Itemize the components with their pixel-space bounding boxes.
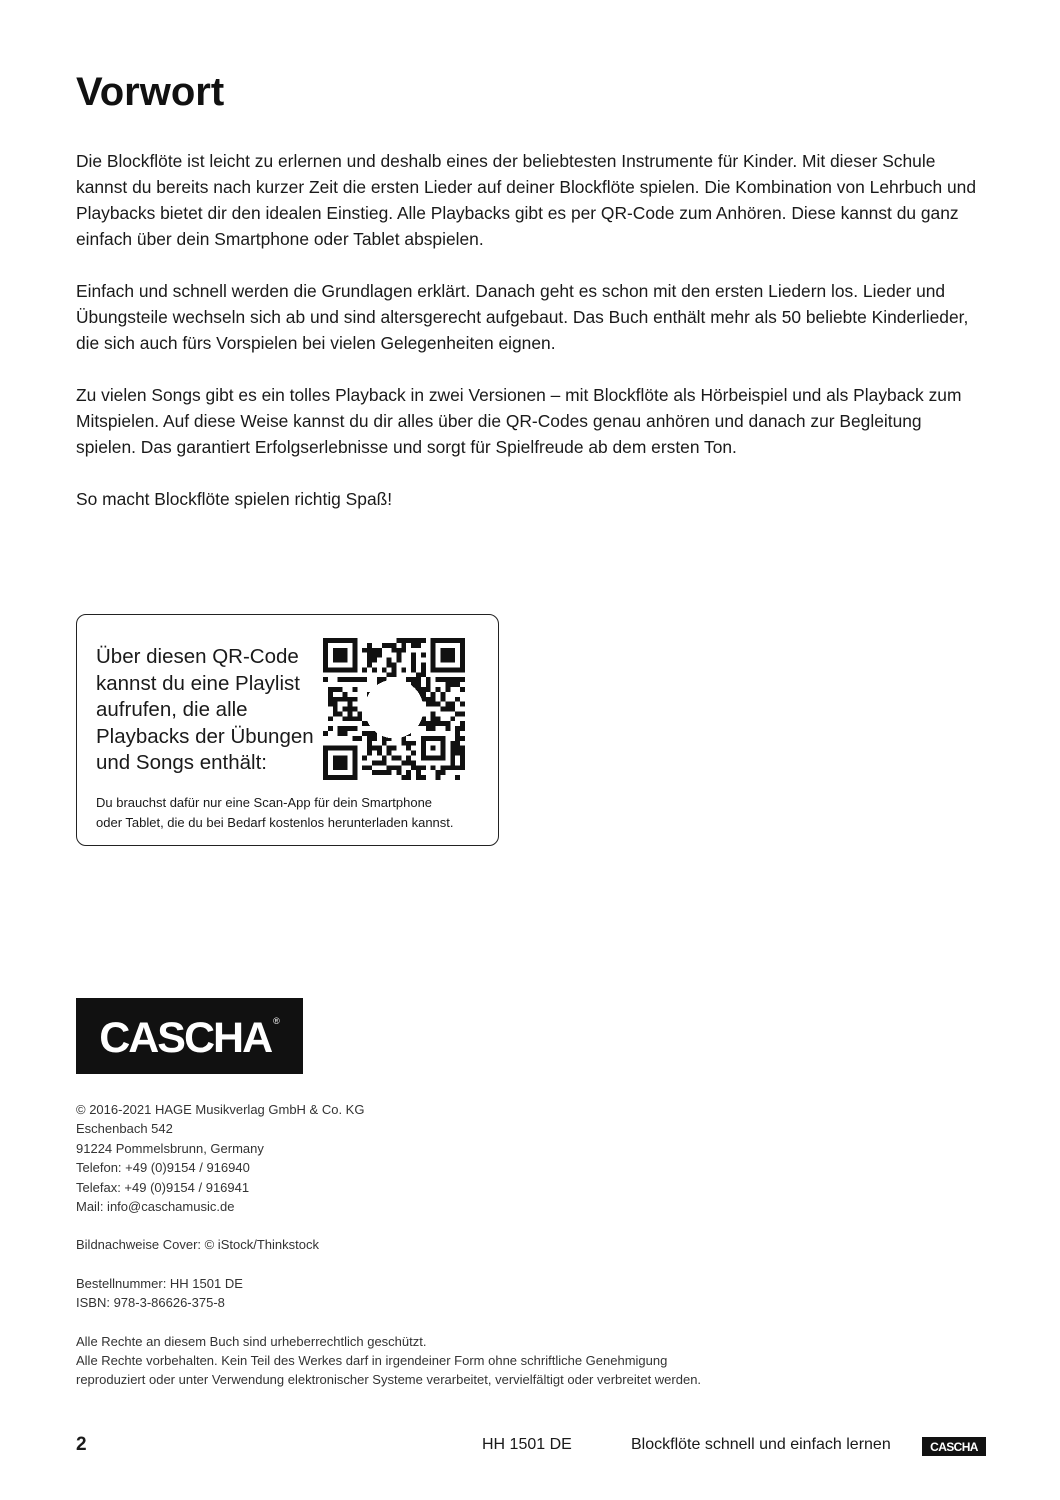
qr-module bbox=[431, 726, 436, 731]
qr-module bbox=[436, 677, 441, 682]
qr-module bbox=[441, 697, 446, 702]
logo-wordmark: CASCHA bbox=[99, 1013, 272, 1062]
qr-module bbox=[436, 721, 441, 726]
qr-module bbox=[328, 716, 333, 721]
qr-module bbox=[416, 770, 421, 775]
qr-module bbox=[445, 687, 450, 692]
order-code: HH 1501 DE bbox=[482, 1436, 572, 1453]
qr-module bbox=[406, 746, 411, 751]
qr-module bbox=[387, 765, 392, 770]
qr-line: kannst du eine Playlist bbox=[96, 671, 300, 695]
qr-module bbox=[367, 662, 372, 667]
qr-module bbox=[372, 648, 377, 653]
qr-module bbox=[426, 687, 431, 692]
qr-module bbox=[347, 716, 352, 721]
qr-module bbox=[367, 765, 372, 770]
qr-module bbox=[436, 716, 441, 721]
qr-module bbox=[450, 702, 455, 707]
qr-module bbox=[455, 741, 460, 746]
qr-module bbox=[450, 760, 455, 765]
qr-module bbox=[450, 682, 455, 687]
qr-module bbox=[396, 765, 401, 770]
qr-module bbox=[347, 702, 352, 707]
qr-module bbox=[362, 756, 367, 761]
qr-module bbox=[392, 667, 397, 672]
imprint-line: Alle Rechte an diesem Buch sind urheberrechtlich geschützt. bbox=[76, 1333, 427, 1349]
qr-module bbox=[455, 711, 460, 716]
qr-module bbox=[328, 697, 333, 702]
qr-module bbox=[406, 770, 411, 775]
qr-module bbox=[367, 741, 372, 746]
qr-module bbox=[416, 775, 421, 780]
qr-module bbox=[362, 648, 367, 653]
qr-module bbox=[372, 667, 377, 672]
qr-module bbox=[436, 770, 441, 775]
qr-module bbox=[357, 716, 362, 721]
qr-module bbox=[445, 682, 450, 687]
qr-line: aufrufen, die alle bbox=[96, 698, 248, 721]
qr-module bbox=[401, 638, 406, 643]
qr-module bbox=[406, 756, 411, 761]
image-credits bbox=[76, 1235, 776, 1254]
qr-module bbox=[411, 760, 416, 765]
qr-module bbox=[426, 682, 431, 687]
qr-module bbox=[406, 638, 411, 643]
qr-module bbox=[416, 682, 421, 687]
qr-module bbox=[352, 697, 357, 702]
qr-module bbox=[401, 643, 406, 648]
qr-module bbox=[372, 760, 377, 765]
qr-note bbox=[96, 793, 496, 833]
rights-notice bbox=[76, 1332, 776, 1390]
qr-module bbox=[431, 721, 436, 726]
qr-module bbox=[401, 648, 406, 653]
qr-module bbox=[455, 677, 460, 682]
qr-module bbox=[396, 638, 401, 643]
qr-module bbox=[406, 677, 411, 682]
qr-module bbox=[377, 770, 382, 775]
qr-module bbox=[392, 756, 397, 761]
qr-module bbox=[367, 746, 372, 751]
qr-module bbox=[333, 711, 338, 716]
qr-module bbox=[352, 726, 357, 731]
qr-module bbox=[357, 677, 362, 682]
imprint-line: ISBN: 978-3-86626-375-8 bbox=[76, 1295, 225, 1311]
qr-module bbox=[426, 677, 431, 682]
paragraph: Zu vielen Songs gibt es ein tolles Playback in zwei Versionen – mit Blockflöte als Hörbeispiel und als Playback zum Mitspielen. Auf diese Weise kannst du dir alles über die QR-Codes genau anhören und danach zur Begleitung spielen. Das garantiert Erfolgserlebnisse und sorgt für Spielfreude ab dem ersten Ton. bbox=[76, 385, 962, 457]
imprint-line: Bestellnummer: HH 1501 DE bbox=[76, 1275, 243, 1291]
qr-module bbox=[347, 726, 352, 731]
qr-module bbox=[431, 716, 436, 721]
qr-module bbox=[377, 648, 382, 653]
qr-module bbox=[396, 648, 401, 653]
qr-module bbox=[343, 692, 348, 697]
qr-line: Über diesen QR-Code bbox=[96, 645, 299, 668]
qr-line: und Songs enthält: bbox=[96, 751, 267, 774]
qr-module bbox=[387, 751, 392, 756]
qr-module bbox=[338, 726, 343, 731]
qr-module bbox=[411, 662, 416, 667]
qr-module bbox=[328, 687, 333, 692]
qr-module bbox=[455, 731, 460, 736]
qr-module bbox=[421, 765, 426, 770]
qr-module bbox=[416, 672, 421, 677]
qr-module bbox=[362, 721, 367, 726]
qr-module bbox=[372, 746, 377, 751]
qr-module bbox=[441, 707, 446, 712]
qr-module bbox=[382, 760, 387, 765]
qr-module bbox=[338, 731, 343, 736]
imprint-line: Eschenbach 542 bbox=[76, 1121, 173, 1137]
qr-module bbox=[401, 667, 406, 672]
imprint-line: Mail: info@caschamusic.de bbox=[76, 1199, 235, 1215]
qr-note-line: Du brauchst dafür nur eine Scan-App für dein Smartphone bbox=[96, 795, 433, 810]
qr-module bbox=[411, 638, 416, 643]
qr-module bbox=[392, 643, 397, 648]
qr-module bbox=[421, 662, 426, 667]
registered-mark: ® bbox=[273, 1016, 280, 1026]
qr-module bbox=[352, 677, 357, 682]
qr-module bbox=[357, 711, 362, 716]
qr-module bbox=[450, 707, 455, 712]
qr-module bbox=[411, 653, 416, 658]
qr-module bbox=[387, 662, 392, 667]
qr-module bbox=[401, 741, 406, 746]
qr-module bbox=[450, 756, 455, 761]
qr-module bbox=[421, 721, 426, 726]
qr-module bbox=[460, 756, 465, 761]
qr-module bbox=[323, 677, 328, 682]
qr-module bbox=[455, 726, 460, 731]
qr-module bbox=[406, 741, 411, 746]
qr-module bbox=[387, 643, 392, 648]
qr-module bbox=[455, 775, 460, 780]
qr-module bbox=[441, 770, 446, 775]
qr-module bbox=[450, 716, 455, 721]
qr-module bbox=[387, 672, 392, 677]
qr-module bbox=[460, 721, 465, 726]
qr-module bbox=[416, 677, 421, 682]
qr-module bbox=[328, 726, 333, 731]
qr-module bbox=[347, 711, 352, 716]
qr-module bbox=[343, 726, 348, 731]
qr-module bbox=[333, 707, 338, 712]
qr-module bbox=[387, 770, 392, 775]
qr-module bbox=[392, 648, 397, 653]
qr-module bbox=[377, 760, 382, 765]
qr-module bbox=[421, 687, 426, 692]
qr-line: Playbacks der Übungen bbox=[96, 724, 314, 748]
qr-module bbox=[421, 638, 426, 643]
qr-module bbox=[421, 667, 426, 672]
qr-module bbox=[372, 736, 377, 741]
qr-module bbox=[450, 765, 455, 770]
qr-module bbox=[372, 770, 377, 775]
qr-module bbox=[382, 667, 387, 672]
imprint-line: 91224 Pommelsbrunn, Germany bbox=[76, 1140, 264, 1156]
qr-module bbox=[392, 765, 397, 770]
qr-module bbox=[421, 653, 426, 658]
qr-module bbox=[352, 687, 357, 692]
book-title: Blockflöte schnell und einfach lernen bbox=[631, 1436, 891, 1453]
qr-module bbox=[382, 770, 387, 775]
qr-module bbox=[367, 731, 372, 736]
qr-module bbox=[460, 702, 465, 707]
qr-module bbox=[372, 658, 377, 663]
qr-module bbox=[460, 726, 465, 731]
qr-module bbox=[445, 707, 450, 712]
qr-module bbox=[445, 702, 450, 707]
qr-module bbox=[338, 677, 343, 682]
qr-module bbox=[460, 765, 465, 770]
qr-module bbox=[352, 736, 357, 741]
qr-module bbox=[392, 672, 397, 677]
qr-module bbox=[377, 653, 382, 658]
qr-module bbox=[450, 741, 455, 746]
qr-module bbox=[396, 770, 401, 775]
page-title: Vorwort bbox=[76, 70, 225, 114]
qr-module bbox=[343, 731, 348, 736]
publisher-address bbox=[76, 1100, 776, 1216]
paragraph: So macht Blockflöte spielen richtig Spaß! bbox=[76, 489, 393, 509]
qr-module bbox=[357, 736, 362, 741]
qr-module bbox=[352, 716, 357, 721]
qr-module bbox=[362, 677, 367, 682]
imprint-line: Telefax: +49 (0)9154 / 916941 bbox=[76, 1179, 250, 1195]
qr-module bbox=[387, 658, 392, 663]
qr-module bbox=[362, 731, 367, 736]
imprint-line: Telefon: +49 (0)9154 / 916940 bbox=[76, 1160, 250, 1176]
qr-module bbox=[450, 751, 455, 756]
page-number: 2 bbox=[76, 1434, 87, 1455]
qr-module bbox=[445, 721, 450, 726]
qr-module bbox=[445, 677, 450, 682]
qr-module bbox=[460, 760, 465, 765]
qr-module bbox=[445, 726, 450, 731]
qr-module bbox=[362, 765, 367, 770]
order-info bbox=[76, 1274, 776, 1313]
qr-module bbox=[367, 643, 372, 648]
qr-module bbox=[426, 702, 431, 707]
qr-module bbox=[431, 702, 436, 707]
qr-module bbox=[416, 765, 421, 770]
qr-description bbox=[96, 644, 316, 777]
qr-module bbox=[455, 746, 460, 751]
qr-module bbox=[347, 697, 352, 702]
qr-module bbox=[367, 648, 372, 653]
qr-module bbox=[338, 711, 343, 716]
qr-module bbox=[328, 702, 333, 707]
qr-module bbox=[382, 643, 387, 648]
qr-module bbox=[450, 677, 455, 682]
qr-module bbox=[455, 736, 460, 741]
qr-module bbox=[460, 736, 465, 741]
qr-module bbox=[421, 775, 426, 780]
qr-module bbox=[396, 756, 401, 761]
qr-module bbox=[377, 751, 382, 756]
qr-module bbox=[387, 746, 392, 751]
qr-module bbox=[352, 707, 357, 712]
page-footer bbox=[76, 1434, 986, 1458]
qr-module bbox=[431, 765, 436, 770]
imprint-line: Bildnachweise Cover: © iStock/Thinkstock bbox=[76, 1237, 319, 1253]
qr-module bbox=[392, 746, 397, 751]
qr-module bbox=[455, 765, 460, 770]
qr-module bbox=[367, 751, 372, 756]
qr-module bbox=[347, 677, 352, 682]
qr-module bbox=[426, 726, 431, 731]
qr-module bbox=[436, 775, 441, 780]
qr-module bbox=[460, 746, 465, 751]
qr-module bbox=[382, 741, 387, 746]
qr-module bbox=[343, 707, 348, 712]
qr-code-icon[interactable] bbox=[323, 638, 465, 780]
qr-module bbox=[396, 658, 401, 663]
qr-module bbox=[343, 697, 348, 702]
qr-module bbox=[460, 711, 465, 716]
qr-module bbox=[367, 653, 372, 658]
qr-module bbox=[333, 702, 338, 707]
qr-module bbox=[343, 677, 348, 682]
imprint bbox=[76, 1100, 776, 1409]
qr-module bbox=[411, 765, 416, 770]
qr-module bbox=[367, 736, 372, 741]
imprint-line: Alle Rechte vorbehalten. Kein Teil des Werkes darf in irgendeiner Form ohne schriftliche Genehmigung bbox=[76, 1353, 668, 1369]
imprint-line: reproduziert oder unter Verwendung elektronischer Systeme verarbeitet, vervielfältigt oder verbreitet werden. bbox=[76, 1372, 702, 1388]
qr-module bbox=[411, 643, 416, 648]
qr-module bbox=[406, 760, 411, 765]
qr-module bbox=[343, 716, 348, 721]
qr-module bbox=[411, 751, 416, 756]
qr-module bbox=[411, 677, 416, 682]
qr-module bbox=[401, 760, 406, 765]
qr-module bbox=[377, 746, 382, 751]
qr-module bbox=[455, 682, 460, 687]
qr-module bbox=[333, 697, 338, 702]
preface-text bbox=[76, 148, 986, 538]
qr-module bbox=[441, 677, 446, 682]
qr-module bbox=[367, 658, 372, 663]
qr-module bbox=[421, 692, 426, 697]
qr-module bbox=[431, 711, 436, 716]
qr-module bbox=[396, 653, 401, 658]
qr-module bbox=[416, 643, 421, 648]
qr-module bbox=[431, 697, 436, 702]
qr-module bbox=[347, 707, 352, 712]
qr-module bbox=[441, 692, 446, 697]
qr-module bbox=[411, 667, 416, 672]
qr-module bbox=[445, 765, 450, 770]
qr-module bbox=[333, 687, 338, 692]
qr-module bbox=[436, 687, 441, 692]
paragraph: Einfach und schnell werden die Grundlagen erklärt. Danach geht es schon mit den ersten Liedern los. Lieder und Übungsteile wechseln sich ab und sind altersgerecht aufgebaut. Das Buch enthält mehr als 50 beliebte Kinderlieder, die sich auch fürs Vorspielen bei vielen Gelegenheiten eignen. bbox=[76, 281, 969, 353]
qr-module bbox=[426, 721, 431, 726]
qr-module bbox=[426, 697, 431, 702]
paragraph: Die Blockflöte ist leicht zu erlernen und deshalb eines der beliebtesten Instrumente für Kinder. Mit dieser Schule kannst du bereits nach kurzer Zeit die ersten Lieder auf deiner Blockflöte spielen. Die Kombination von Lehrbuch und Playbacks bietet dir den idealen Einstieg. Alle Playbacks gibt es per QR-Code zum Anhören. Diese kannst du ganz einfach über dein Smartphone oder Tablet abspielen. bbox=[76, 151, 977, 249]
qr-module bbox=[362, 667, 367, 672]
qr-module bbox=[411, 658, 416, 663]
qr-module bbox=[338, 697, 343, 702]
qr-module bbox=[455, 697, 460, 702]
qr-module bbox=[460, 751, 465, 756]
qr-module bbox=[323, 731, 328, 736]
cascha-logo bbox=[76, 998, 303, 1074]
qr-module bbox=[460, 687, 465, 692]
qr-module bbox=[392, 662, 397, 667]
qr-module bbox=[460, 677, 465, 682]
qr-module bbox=[406, 775, 411, 780]
qr-note-line: oder Tablet, die du bei Bedarf kostenlos herunterladen kannst. bbox=[96, 815, 454, 830]
footer-logo: CASCHA bbox=[922, 1437, 986, 1456]
qr-module bbox=[416, 638, 421, 643]
qr-module bbox=[411, 741, 416, 746]
qr-module bbox=[377, 677, 382, 682]
qr-module bbox=[436, 702, 441, 707]
qr-module bbox=[421, 672, 426, 677]
qr-module bbox=[441, 721, 446, 726]
qr-module bbox=[441, 765, 446, 770]
qr-module bbox=[401, 775, 406, 780]
qr-module bbox=[338, 687, 343, 692]
qr-module bbox=[328, 692, 333, 697]
imprint-line: © 2016-2021 HAGE Musikverlag GmbH & Co. KG bbox=[76, 1102, 365, 1117]
qr-module bbox=[455, 751, 460, 756]
qr-module bbox=[431, 692, 436, 697]
qr-module bbox=[450, 746, 455, 751]
qr-info-box bbox=[76, 614, 499, 846]
qr-module bbox=[382, 756, 387, 761]
qr-module bbox=[372, 653, 377, 658]
